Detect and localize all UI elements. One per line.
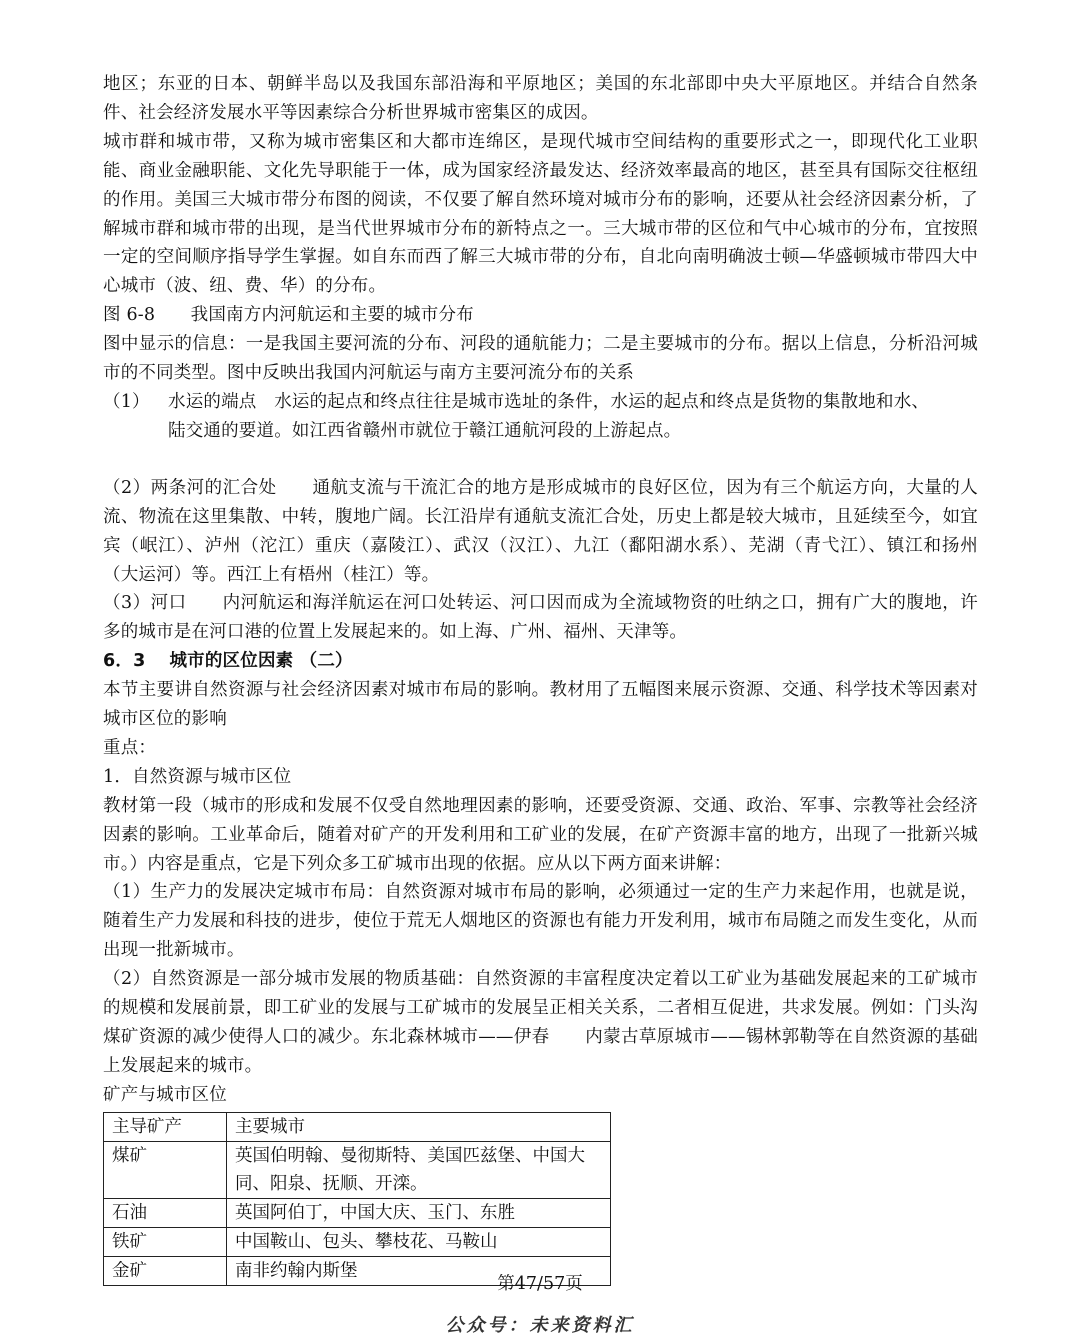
minerals-cities-table	[103, 1112, 611, 1286]
table-cell-mineral: 煤矿	[104, 1141, 227, 1198]
subheading-natural-resources: 1．自然资源与城市区位	[103, 766, 292, 787]
list-item-continuation: 陆交通的要道。如江西省赣州市就位于赣江通航河段的上游起点。	[168, 420, 682, 441]
table-header-cell: 主要城市	[227, 1112, 611, 1141]
paragraph-figure-info: 图中显示的信息：一是我国主要河流的分布、河段的通航能力；二是主要城市的分布。据以上信息，分析沿河城市的不同类型。图中反映出我国内河航运与南方主要河流分布的关系	[103, 334, 978, 384]
table-cell-mineral: 石油	[104, 1198, 227, 1227]
table-cell-cities: 南非约翰内斯堡	[227, 1256, 611, 1285]
table-row	[104, 1198, 611, 1227]
table-cell-mineral: 金矿	[104, 1256, 227, 1285]
page-number: 第47/57页	[497, 1274, 583, 1294]
list-item-number: （1）	[103, 391, 150, 412]
list-item-estuary: （3）河口 内河航运和海洋航运在河口处转运、河口因而成为全流域物资的吐纳之口，拥有广大的腹地，许多的城市是在河口港的位置上发展起来的。如上海、广州、福州、天津等。	[103, 593, 978, 643]
document-body	[103, 70, 978, 1286]
table-cell-mineral: 铁矿	[104, 1227, 227, 1256]
list-item-waterway-endpoint	[103, 388, 978, 417]
table-row	[104, 1227, 611, 1256]
table-header-row	[104, 1112, 611, 1141]
table-cell-cities: 英国伯明翰、曼彻斯特、美国匹兹堡、中国大同、阳泉、抚顺、开滦。	[227, 1141, 611, 1198]
section-heading: 6．3 城市的区位因素 （二）	[103, 651, 353, 672]
point-material-basis: （2）自然资源是一部分城市发展的物质基础：自然资源的丰富程度决定着以工矿业为基础发展起来的工矿城市的规模和发展前景，即工矿业的发展与工矿城市的发展呈正相关关系，二者相互促进，共求发展。例如：门头沟煤矿资源的减少使得人口的减少。东北森林城市——伊春 内蒙古草原城市——锡林郭勒等在自然资源的基础上发展起来的城市。	[103, 969, 978, 1076]
footer-watermark: 公众号：未来资料汇	[445, 1315, 635, 1336]
paragraph-city-belts: 城市群和城市带，又称为城市密集区和大都市连绵区，是现代城市空间结构的重要形式之一，即现代化工业职能、商业金融职能、文化先导职能于一体，成为国家经济最发达、经济效率最高的地区，甚至具有国际交往枢纽的作用。美国三大城市带分布图的阅读，不仅要了解自然环境对城市分布的影响，还要从社会经济因素分析，了解城市群和城市带的出现，是当代世界城市分布的新特点之一。三大城市带的区位和气中心城市的分布，宜按照一定的空间顺序指导学生掌握。如自东而西了解三大城市带的分布，自北向南明确波士顿—华盛顿城市带四大中心城市（波、纽、费、华）的分布。	[103, 131, 978, 297]
list-item-confluence: （2）两条河的汇合处 通航支流与干流汇合的地方是形成城市的良好区位，因为有三个航运方向，大量的人流、物流在这里集散、中转，腹地广阔。长江沿岸有通航支流汇合处，历史上都是较大城市，且延续至今，如宜宾（岷江）、泸州（沱江）重庆（嘉陵江）、武汉（汉江）、九江（鄱阳湖水系）、芜湖（青弋江）、镇江和扬州（大运河）等。西江上有梧州（桂江）等。	[103, 477, 978, 585]
table-cell-cities: 英国阿伯丁，中国大庆、玉门、东胜	[227, 1198, 611, 1227]
key-points-label: 重点：	[103, 737, 157, 758]
point-productivity: （1）生产力的发展决定城市布局：自然资源对城市布局的影响，必须通过一定的生产力来起作用，也就是说，随着生产力发展和科技的进步，使位于荒无人烟地区的资源也有能力开发利用，城市布局随之而发生变化，从而出现一批新城市。	[103, 882, 978, 961]
paragraph-section-intro: 本节主要讲自然资源与社会经济因素对城市布局的影响。教材用了五幅图来展示资源、交通、科学技术等因素对城市区位的影响	[103, 680, 978, 730]
paragraph-city-dense-regions: 地区；东亚的日本、朝鲜半岛以及我国东部沿海和平原地区；美国的东北部即中央大平原地区。并结合自然条件、社会经济发展水平等因素综合分析世界城市密集区的成因。	[103, 74, 978, 123]
table-caption: 矿产与城市区位	[103, 1084, 227, 1105]
list-item-text: 水运的端点 水运的起点和终点往往是城市选址的条件，水运的起点和终点是货物的集散地和水、	[168, 391, 930, 412]
table-cell-cities: 中国鞍山、包头、攀枝花、马鞍山	[227, 1227, 611, 1256]
table-row	[104, 1141, 611, 1198]
figure-caption: 图 6-8 我国南方内河航运和主要的城市分布	[103, 305, 474, 326]
table-header-cell: 主导矿产	[104, 1112, 227, 1141]
paragraph-textbook-first-section: 教材第一段（城市的形成和发展不仅受自然地理因素的影响，还要受资源、交通、政治、军事、宗教等社会经济因素的影响。工业革命后，随着对矿产的开发利用和工矿业的发展，在矿产资源丰富的地方，出现了一批新兴城市。）内容是重点，它是下列众多工矿城市出现的依据。应从以下两方面来讲解：	[103, 795, 978, 874]
